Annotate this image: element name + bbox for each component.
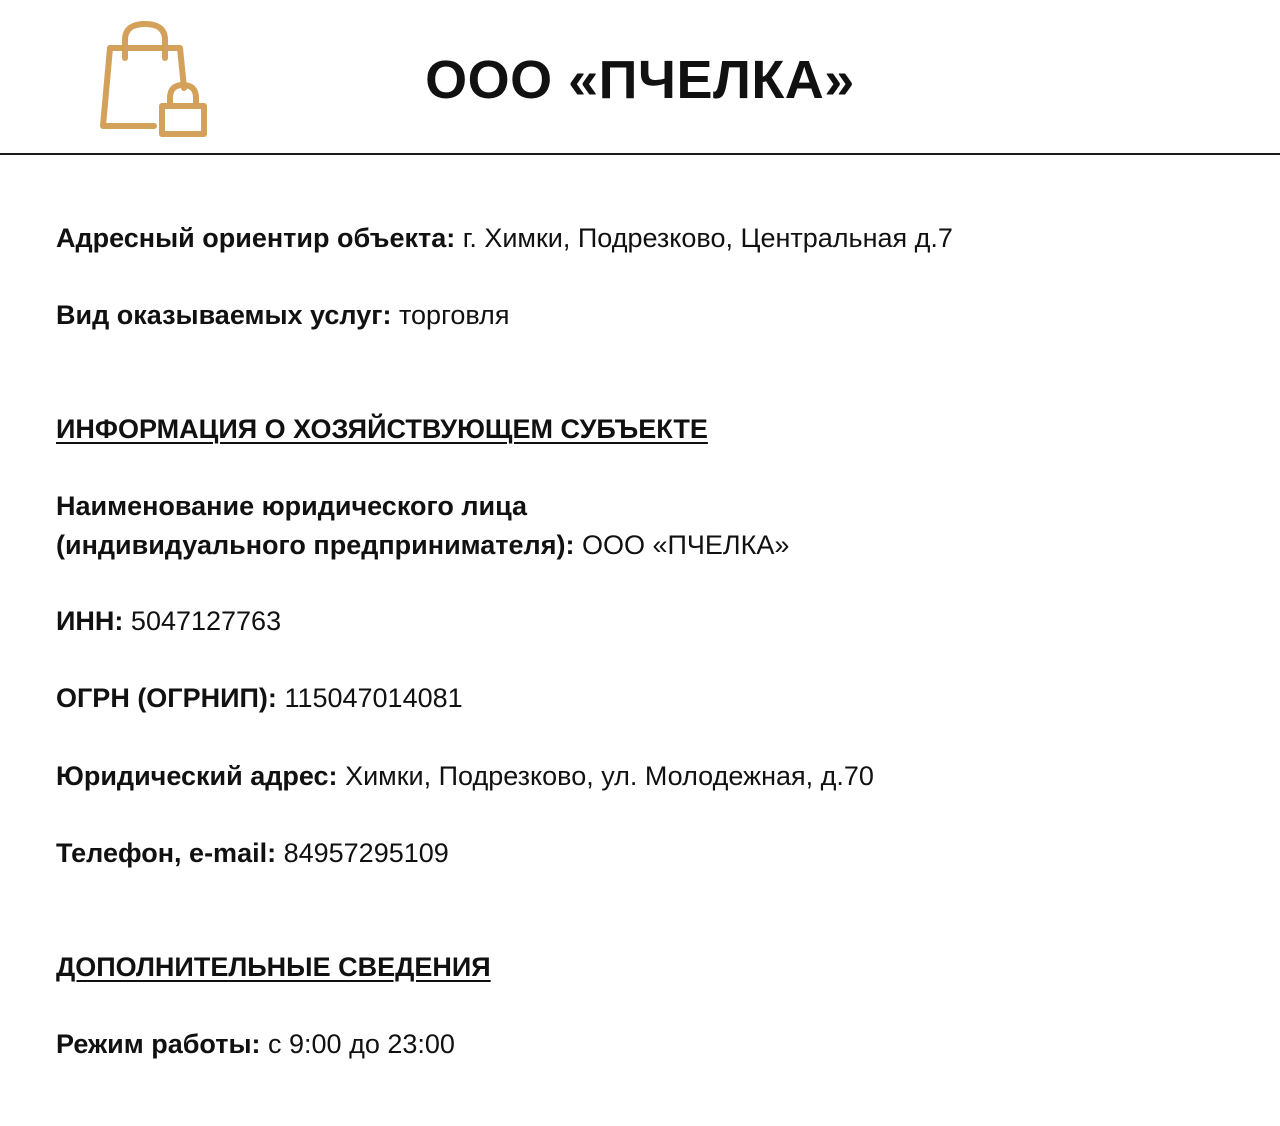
working-hours-label: Режим работы: [56, 1029, 261, 1059]
contact-value: 84957295109 [283, 838, 449, 868]
services-row [56, 296, 509, 334]
ogrn-label: ОГРН (ОГРНИП): [56, 683, 277, 713]
extra-info-heading: ДОПОЛНИТЕЛЬНЫЕ СВЕДЕНИЯ [56, 952, 491, 982]
object-address-row [56, 219, 953, 257]
ogrn-row [56, 679, 463, 717]
entity-name-value: ООО «ПЧЕЛКА» [581, 530, 790, 560]
working-hours-row [56, 1025, 455, 1063]
entity-name-label-line2: (индивидуального предпринимателя): [56, 530, 575, 560]
contact-row [56, 834, 449, 872]
entity-name-label-line1: Наименование юридического лица [56, 491, 528, 521]
legal-address-row [56, 757, 874, 795]
entity-name-label-row [56, 487, 527, 525]
inn-value: 5047127763 [130, 606, 282, 636]
entity-name-row [56, 526, 789, 564]
page-title: ООО «ПЧЕЛКА» [425, 50, 855, 110]
object-address-value: г. Химки, Подрезково, Центральная д.7 [462, 223, 953, 253]
services-value: торговля [398, 300, 510, 330]
inn-row [56, 602, 281, 640]
inn-label: ИНН: [56, 606, 124, 636]
page-header [0, 0, 1280, 155]
ogrn-value: 115047014081 [284, 683, 463, 713]
object-address-label: Адресный ориентир объекта: [56, 223, 456, 253]
working-hours-value: с 9:00 до 23:00 [268, 1029, 455, 1059]
services-label: Вид оказываемых услуг: [56, 300, 392, 330]
entity-info-heading: ИНФОРМАЦИЯ О ХОЗЯЙСТВУЮЩЕМ СУБЪЕКТЕ [56, 414, 708, 444]
legal-address-label: Юридический адрес: [56, 761, 338, 791]
contact-label: Телефон, e-mail: [56, 838, 277, 868]
legal-address-value: Химки, Подрезково, ул. Молодежная, д.70 [345, 761, 874, 791]
